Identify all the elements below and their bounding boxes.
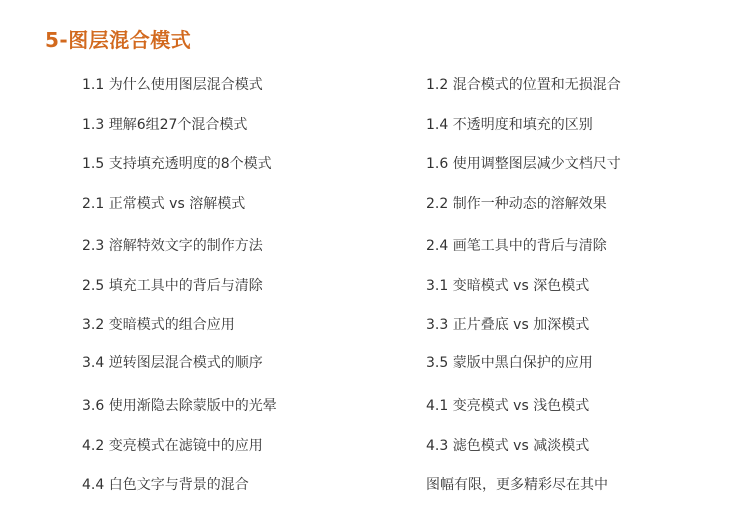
toc-item: 2.2 制作一种动态的溶解效果: [426, 196, 607, 212]
page-title: 5-图层混合模式: [45, 28, 192, 52]
toc-item: 2.4 画笔工具中的背后与清除: [426, 238, 607, 254]
toc-item: 2.1 正常模式 vs 溶解模式: [82, 196, 246, 212]
toc-item: 图幅有限，更多精彩尽在其中: [426, 477, 608, 493]
toc-item: 1.2 混合模式的位置和无损混合: [426, 77, 621, 93]
toc-item: 3.5 蒙版中黑白保护的应用: [426, 355, 593, 371]
toc-item: 1.3 理解6组27个混合模式: [82, 117, 248, 133]
toc-item: 3.3 正片叠底 vs 加深模式: [426, 317, 590, 333]
toc-item: 3.4 逆转图层混合模式的顺序: [82, 355, 263, 371]
toc-item: 4.2 变亮模式在滤镜中的应用: [82, 438, 263, 454]
toc-item: 4.3 滤色模式 vs 减淡模式: [426, 438, 590, 454]
toc-item: 1.1 为什么使用图层混合模式: [82, 77, 263, 93]
toc-item: 3.2 变暗模式的组合应用: [82, 317, 235, 333]
toc-item: 1.5 支持填充透明度的8个模式: [82, 156, 272, 172]
toc-item: 1.4 不透明度和填充的区别: [426, 117, 593, 133]
toc-item: 4.1 变亮模式 vs 浅色模式: [426, 398, 590, 414]
toc-item: 1.6 使用调整图层减少文档尺寸: [426, 156, 621, 172]
toc-item: 2.3 溶解特效文字的制作方法: [82, 238, 263, 254]
toc-item: 3.6 使用渐隐去除蒙版中的光晕: [82, 398, 277, 414]
toc-item: 2.5 填充工具中的背后与清除: [82, 278, 263, 294]
toc-item: 4.4 白色文字与背景的混合: [82, 477, 249, 493]
toc-item: 3.1 变暗模式 vs 深色模式: [426, 278, 590, 294]
